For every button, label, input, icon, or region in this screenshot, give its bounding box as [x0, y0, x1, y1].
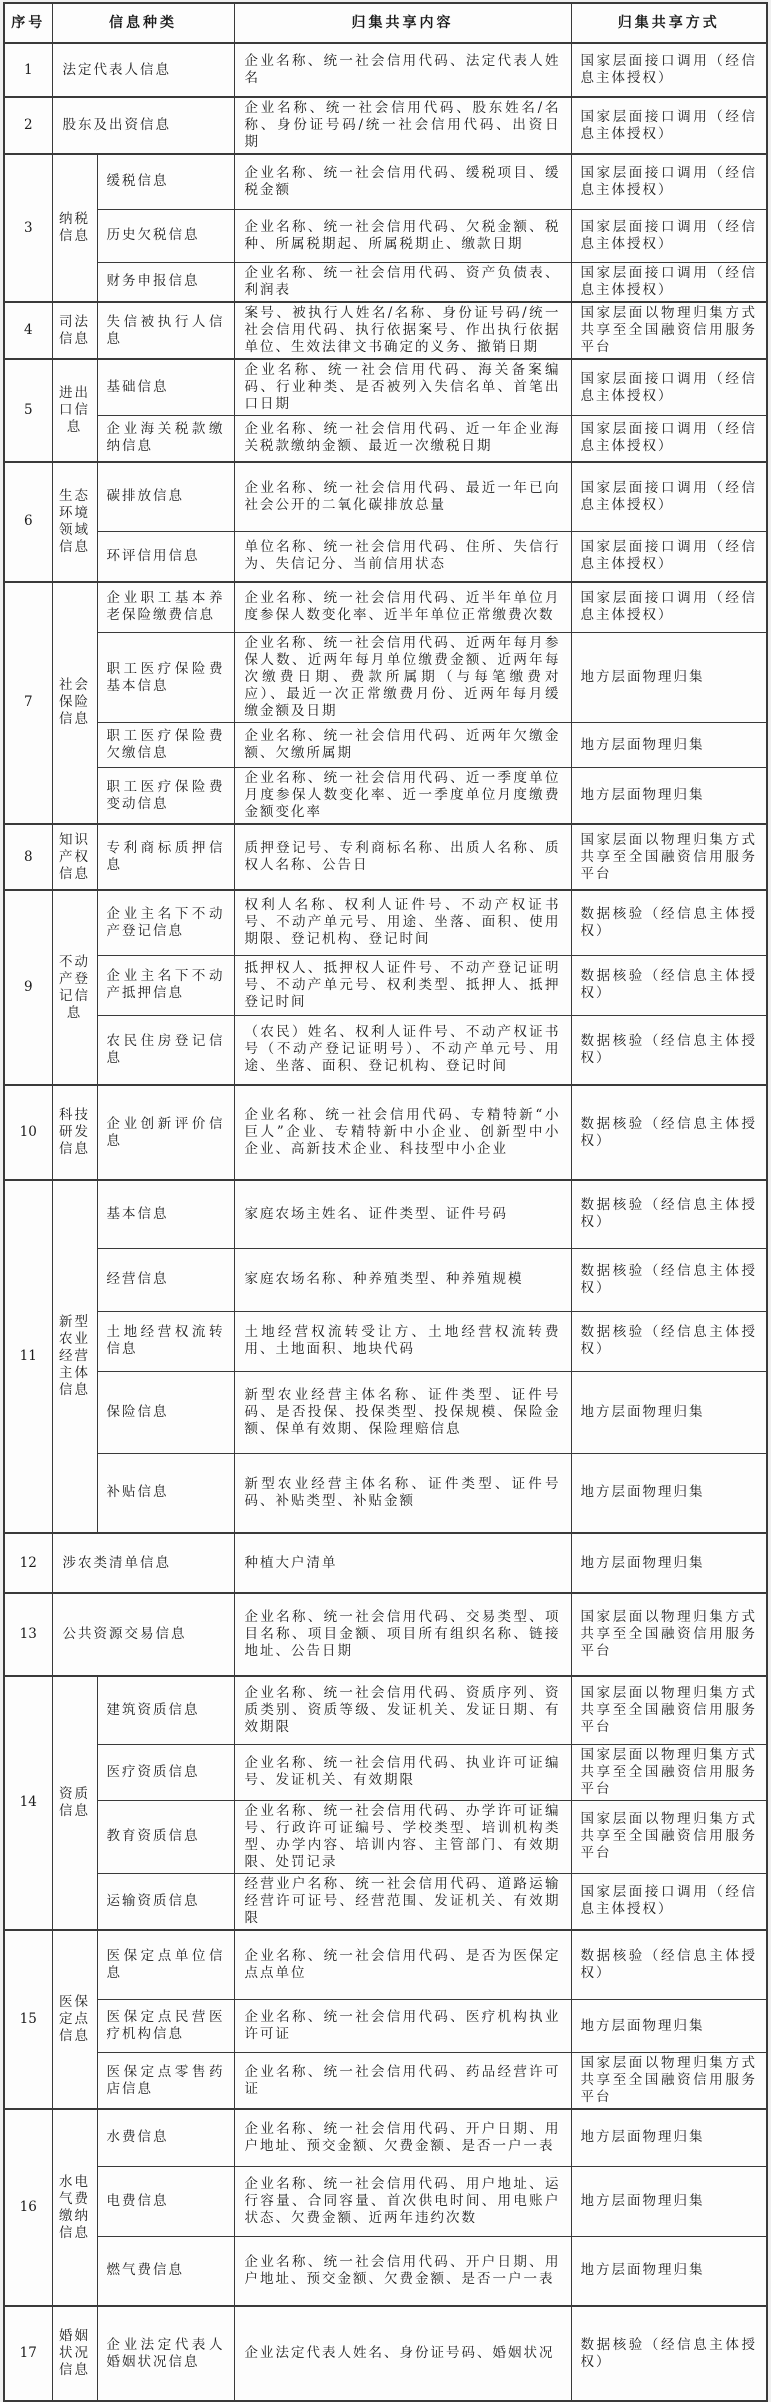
table-row — [4, 2306, 767, 2401]
table-row — [4, 723, 767, 768]
content-cell: 企业名称、统一社会信用代码、专精特新“小巨人”企业、专精特新中小企业、创新型中小企业、高新技术企业、科技型中小企业 — [234, 1085, 571, 1180]
subcategory-cell: 企业法定代表人婚姻状况信息 — [97, 2306, 234, 2401]
row-number: 4 — [4, 302, 52, 359]
category-cell: 婚姻状况信息 — [52, 2306, 97, 2401]
subcategory-cell: 失信被执行人信息 — [97, 302, 234, 359]
content-cell: 企业名称、统一社会信用代码、资产负债表、利润表 — [234, 262, 571, 302]
category-cell: 纳税信息 — [52, 154, 97, 302]
method-cell: 数据核验（经信息主体授权） — [571, 1085, 767, 1180]
table-row — [4, 582, 767, 633]
category-cell: 水电气费缴纳信息 — [52, 2109, 97, 2306]
table-row — [4, 1371, 767, 1453]
table-row — [4, 359, 767, 416]
method-cell: 地方层面物理归集 — [571, 1453, 767, 1533]
subcategory-cell: 企业主名下不动产登记信息 — [97, 890, 234, 955]
content-cell: 企业名称、统一社会信用代码、海关备案编码、行业种类、是否被列入失信名单、首笔出口日期 — [234, 359, 571, 416]
row-number: 1 — [4, 43, 52, 97]
table-row — [4, 1015, 767, 1085]
subcategory-cell: 财务申报信息 — [97, 262, 234, 302]
table-row — [4, 768, 767, 825]
content-cell: 企业名称、统一社会信用代码、用户地址、运行容量、合同容量、首次供电时间、用电账户状态、欠费金额、近两年违约次数 — [234, 2166, 571, 2236]
table-row — [4, 532, 767, 582]
subcategory-cell: 医保定点单位信息 — [97, 1930, 234, 2000]
content-cell: 企业名称、统一社会信用代码、办学许可证编号、行政许可证编号、学校类型、培训机构类型、办学内容、培训内容、主管部门、有效期限、处罚记录 — [234, 1800, 571, 1873]
subcategory-cell: 农民住房登记信息 — [97, 1015, 234, 1085]
method-cell: 国家层面接口调用（经信息主体授权） — [571, 462, 767, 532]
method-cell: 国家层面以物理归集方式共享至全国融资信用服务平台 — [571, 2053, 767, 2110]
content-cell: 新型农业经营主体名称、证件类型、证件号码、补贴类型、补贴金额 — [234, 1453, 571, 1533]
method-cell: 地方层面物理归集 — [571, 723, 767, 768]
subcategory-cell: 企业职工基本养老保险缴费信息 — [97, 582, 234, 633]
header-row — [4, 3, 767, 43]
method-cell: 国家层面接口调用（经信息主体授权） — [571, 1873, 767, 1930]
subcategory-cell: 基本信息 — [97, 1180, 234, 1248]
credit-info-sharing-table — [3, 2, 768, 2402]
content-cell: 企业名称、统一社会信用代码、医疗机构执业许可证 — [234, 2000, 571, 2053]
subcategory-cell: 电费信息 — [97, 2166, 234, 2236]
category-cell: 涉农类清单信息 — [52, 1533, 234, 1593]
header-method: 归集共享方式 — [571, 3, 767, 43]
method-cell: 地方层面物理归集 — [571, 633, 767, 723]
method-cell: 数据核验（经信息主体授权） — [571, 890, 767, 955]
table-row — [4, 262, 767, 302]
table-row — [4, 1873, 767, 1930]
method-cell: 地方层面物理归集 — [571, 2109, 767, 2166]
row-number: 13 — [4, 1593, 52, 1676]
table-row — [4, 890, 767, 955]
method-cell: 数据核验（经信息主体授权） — [571, 1311, 767, 1371]
subcategory-cell: 职工医疗保险费基本信息 — [97, 633, 234, 723]
row-number: 9 — [4, 890, 52, 1085]
content-cell: 企业名称、统一社会信用代码、最近一年已向社会公开的二氧化碳排放总量 — [234, 462, 571, 532]
header-serial: 序号 — [4, 3, 52, 43]
method-cell: 国家层面以物理归集方式共享至全国融资信用服务平台 — [571, 1800, 767, 1873]
category-cell: 股东及出资信息 — [52, 97, 234, 154]
content-cell: 权利人名称、权利人证件号、不动产权证书号、不动产单元号、用途、坐落、面积、使用期限、登记机构、登记时间 — [234, 890, 571, 955]
subcategory-cell: 建筑资质信息 — [97, 1676, 234, 1744]
subcategory-cell: 职工医疗保险费欠缴信息 — [97, 723, 234, 768]
method-cell: 国家层面以物理归集方式共享至全国融资信用服务平台 — [571, 824, 767, 890]
table-row — [4, 1248, 767, 1311]
table-row — [4, 302, 767, 359]
subcategory-cell: 医疗资质信息 — [97, 1744, 234, 1800]
table-row — [4, 154, 767, 209]
subcategory-cell: 医保定点民营医疗机构信息 — [97, 2000, 234, 2053]
subcategory-cell: 环评信用信息 — [97, 532, 234, 582]
content-cell: 企业名称、统一社会信用代码、近两年每月参保人数、近两年每月单位缴费金额、近两年每次缴费日期、费款所属期（与每笔缴费对应）、最近一次正常缴费月份、近两年每月缓缴金额及日期 — [234, 633, 571, 723]
method-cell: 国家层面接口调用（经信息主体授权） — [571, 359, 767, 416]
table-row — [4, 97, 767, 154]
content-cell: 单位名称、统一社会信用代码、住所、失信行为、失信记分、当前信用状态 — [234, 532, 571, 582]
row-number: 8 — [4, 824, 52, 890]
method-cell: 数据核验（经信息主体授权） — [571, 1015, 767, 1085]
method-cell: 国家层面接口调用（经信息主体授权） — [571, 262, 767, 302]
subcategory-cell: 基础信息 — [97, 359, 234, 416]
content-cell: 家庭农场名称、种养殖类型、种养殖规模 — [234, 1248, 571, 1311]
table-row — [4, 1311, 767, 1371]
subcategory-cell: 运输资质信息 — [97, 1873, 234, 1930]
subcategory-cell: 企业海关税款缴纳信息 — [97, 416, 234, 462]
content-cell: 土地经营权流转受让方、土地经营权流转费用、土地面积、地块代码 — [234, 1311, 571, 1371]
table-row — [4, 824, 767, 890]
content-cell: 企业名称、统一社会信用代码、药品经营许可证 — [234, 2053, 571, 2110]
category-cell: 不动产登记信息 — [52, 890, 97, 1085]
table-row — [4, 462, 767, 532]
content-cell: 经营业户名称、统一社会信用代码、道路运输经营许可证号、经营范围、发证机关、有效期限 — [234, 1873, 571, 1930]
content-cell: 企业名称、统一社会信用代码、执业许可证编号、发证机关、有效期限 — [234, 1744, 571, 1800]
table-row — [4, 43, 767, 97]
method-cell: 数据核验（经信息主体授权） — [571, 2306, 767, 2401]
table-row — [4, 2166, 767, 2236]
method-cell: 国家层面接口调用（经信息主体授权） — [571, 43, 767, 97]
table-row — [4, 416, 767, 462]
subcategory-cell: 经营信息 — [97, 1248, 234, 1311]
category-cell: 法定代表人信息 — [52, 43, 234, 97]
table-row — [4, 2109, 767, 2166]
content-cell: 质押登记号、专利商标名称、出质人名称、质权人名称、公告日 — [234, 824, 571, 890]
subcategory-cell: 保险信息 — [97, 1371, 234, 1453]
subcategory-cell: 燃气费信息 — [97, 2236, 234, 2306]
content-cell: 企业名称、统一社会信用代码、股东姓名/名称、身份证号码/统一社会信用代码、出资日期 — [234, 97, 571, 154]
row-number: 7 — [4, 582, 52, 825]
table-row — [4, 1676, 767, 1744]
content-cell: 企业名称、统一社会信用代码、近半年单位月度参保人数变化率、近半年单位正常缴费次数 — [234, 582, 571, 633]
header-content: 归集共享内容 — [234, 3, 571, 43]
subcategory-cell: 缓税信息 — [97, 154, 234, 209]
content-cell: 企业名称、统一社会信用代码、是否为医保定点点单位 — [234, 1930, 571, 2000]
category-cell: 新型农业经营主体信息 — [52, 1180, 97, 1533]
method-cell: 国家层面接口调用（经信息主体授权） — [571, 582, 767, 633]
row-number: 15 — [4, 1930, 52, 2110]
content-cell: 企业名称、统一社会信用代码、交易类型、项目名称、项目金额、项目所有组织名称、链接地址、公告日期 — [234, 1593, 571, 1676]
content-cell: （农民）姓名、权利人证件号、不动产权证书号（不动产登记证明号）、不动产单元号、用途、坐落、面积、登记机构、登记时间 — [234, 1015, 571, 1085]
content-cell: 企业法定代表人姓名、身份证号码、婚姻状况 — [234, 2306, 571, 2401]
table-row — [4, 955, 767, 1015]
content-cell: 企业名称、统一社会信用代码、开户日期、用户地址、预交金额、欠费金额、是否一户一表 — [234, 2109, 571, 2166]
table-row — [4, 633, 767, 723]
table-row — [4, 1930, 767, 2000]
category-cell: 社会保险信息 — [52, 582, 97, 825]
category-cell: 科技研发信息 — [52, 1085, 97, 1180]
method-cell: 地方层面物理归集 — [571, 768, 767, 825]
method-cell: 地方层面物理归集 — [571, 2000, 767, 2053]
method-cell: 国家层面以物理归集方式共享至全国融资信用服务平台 — [571, 1744, 767, 1800]
row-number: 6 — [4, 462, 52, 582]
method-cell: 国家层面以物理归集方式共享至全国融资信用服务平台 — [571, 1676, 767, 1744]
content-cell: 家庭农场主姓名、证件类型、证件号码 — [234, 1180, 571, 1248]
table-row — [4, 1453, 767, 1533]
subcategory-cell: 专利商标质押信息 — [97, 824, 234, 890]
content-cell: 企业名称、统一社会信用代码、开户日期、用户地址、预交金额、欠费金额、是否一户一表 — [234, 2236, 571, 2306]
header-category: 信息种类 — [52, 3, 234, 43]
category-cell: 公共资源交易信息 — [52, 1593, 234, 1676]
method-cell: 数据核验（经信息主体授权） — [571, 1180, 767, 1248]
subcategory-cell: 医保定点零售药店信息 — [97, 2053, 234, 2110]
method-cell: 地方层面物理归集 — [571, 1371, 767, 1453]
category-cell: 医保定点信息 — [52, 1930, 97, 2110]
table-row — [4, 1533, 767, 1593]
subcategory-cell: 教育资质信息 — [97, 1800, 234, 1873]
row-number: 12 — [4, 1533, 52, 1593]
table-row — [4, 1800, 767, 1873]
subcategory-cell: 职工医疗保险费变动信息 — [97, 768, 234, 825]
content-cell: 种植大户清单 — [234, 1533, 571, 1593]
method-cell: 国家层面接口调用（经信息主体授权） — [571, 532, 767, 582]
method-cell: 数据核验（经信息主体授权） — [571, 1248, 767, 1311]
method-cell: 国家层面接口调用（经信息主体授权） — [571, 209, 767, 262]
table-row — [4, 1593, 767, 1676]
content-cell: 企业名称、统一社会信用代码、近一年企业海关税款缴纳金额、最近一次缴税日期 — [234, 416, 571, 462]
subcategory-cell: 碳排放信息 — [97, 462, 234, 532]
content-cell: 企业名称、统一社会信用代码、近一季度单位月度参保人数变化率、近一季度单位月度缴费金额变化率 — [234, 768, 571, 825]
table-row — [4, 2000, 767, 2053]
table-row — [4, 1744, 767, 1800]
table-row — [4, 2053, 767, 2110]
row-number: 11 — [4, 1180, 52, 1533]
content-cell: 企业名称、统一社会信用代码、近两年欠缴金额、欠缴所属期 — [234, 723, 571, 768]
row-number: 10 — [4, 1085, 52, 1180]
row-number: 2 — [4, 97, 52, 154]
subcategory-cell: 土地经营权流转信息 — [97, 1311, 234, 1371]
table-row — [4, 1085, 767, 1180]
category-cell: 资质信息 — [52, 1676, 97, 1930]
content-cell: 案号、被执行人姓名/名称、身份证号码/统一社会信用代码、执行依据案号、作出执行依据单位、生效法律文书确定的义务、撤销日期 — [234, 302, 571, 359]
category-cell: 生态环境领域信息 — [52, 462, 97, 582]
table-row — [4, 2236, 767, 2306]
row-number: 3 — [4, 154, 52, 302]
method-cell: 数据核验（经信息主体授权） — [571, 1930, 767, 2000]
category-cell: 司法信息 — [52, 302, 97, 359]
method-cell: 国家层面接口调用（经信息主体授权） — [571, 416, 767, 462]
row-number: 16 — [4, 2109, 52, 2306]
table-row — [4, 1180, 767, 1248]
method-cell: 国家层面接口调用（经信息主体授权） — [571, 97, 767, 154]
row-number: 14 — [4, 1676, 52, 1930]
subcategory-cell: 水费信息 — [97, 2109, 234, 2166]
row-number: 17 — [4, 2306, 52, 2401]
method-cell: 地方层面物理归集 — [571, 2236, 767, 2306]
row-number: 5 — [4, 359, 52, 462]
subcategory-cell: 历史欠税信息 — [97, 209, 234, 262]
category-cell: 知识产权信息 — [52, 824, 97, 890]
content-cell: 企业名称、统一社会信用代码、资质序列、资质类别、资质等级、发证机关、发证日期、有效期限 — [234, 1676, 571, 1744]
category-cell: 进出口信息 — [52, 359, 97, 462]
subcategory-cell: 企业主名下不动产抵押信息 — [97, 955, 234, 1015]
method-cell: 国家层面以物理归集方式共享至全国融资信用服务平台 — [571, 1593, 767, 1676]
content-cell: 新型农业经营主体名称、证件类型、证件号码、是否投保、投保类型、投保规模、保险金额、保单有效期、保险理赔信息 — [234, 1371, 571, 1453]
content-cell: 企业名称、统一社会信用代码、法定代表人姓名 — [234, 43, 571, 97]
content-cell: 企业名称、统一社会信用代码、缓税项目、缓税金额 — [234, 154, 571, 209]
table-row — [4, 209, 767, 262]
subcategory-cell: 企业创新评价信息 — [97, 1085, 234, 1180]
method-cell: 地方层面物理归集 — [571, 1533, 767, 1593]
method-cell: 地方层面物理归集 — [571, 2166, 767, 2236]
content-cell: 抵押权人、抵押权人证件号、不动产登记证明号、不动产单元号、权利类型、抵押人、抵押登记时间 — [234, 955, 571, 1015]
method-cell: 国家层面以物理归集方式共享至全国融资信用服务平台 — [571, 302, 767, 359]
method-cell: 数据核验（经信息主体授权） — [571, 955, 767, 1015]
subcategory-cell: 补贴信息 — [97, 1453, 234, 1533]
content-cell: 企业名称、统一社会信用代码、欠税金额、税种、所属税期起、所属税期止、缴款日期 — [234, 209, 571, 262]
method-cell: 国家层面接口调用（经信息主体授权） — [571, 154, 767, 209]
